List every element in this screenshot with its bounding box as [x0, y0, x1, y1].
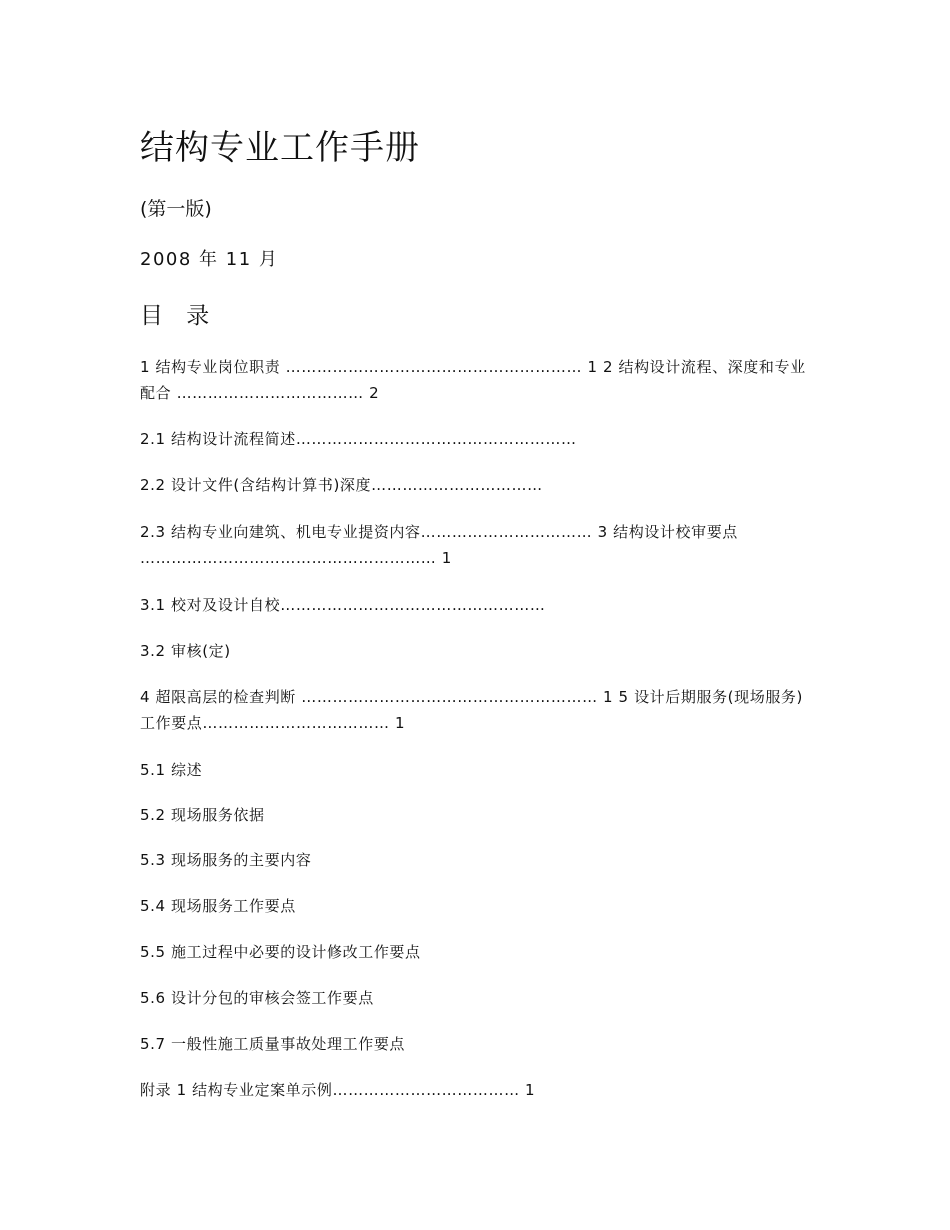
toc-entry-2-3-and-3: 2.3 结构专业向建筑、机电专业提资内容…………………………… 3 结构设计校审要点 ………………………………………………… 1 [140, 523, 738, 567]
toc-entry-5-4: 5.4 现场服务工作要点 [140, 897, 296, 915]
toc-entry-1-and-2: 1 结构专业岗位职责 ………………………………………………… 1 2 结构设计流程、深度和专业配合 ……………………………… 2 [140, 358, 806, 402]
toc-entry-5-2: 5.2 现场服务依据 [140, 806, 265, 824]
toc-entry-5-1: 5.1 综述 [140, 761, 203, 779]
toc-entry-appendix-1: 附录 1 结构专业定案单示例……………………………… 1 [140, 1081, 536, 1099]
document-date: 2008 年 11 月 [140, 249, 279, 270]
toc-entry-3-1: 3.1 校对及设计自校…………………………………………… [140, 596, 546, 614]
toc-entry-5-6: 5.6 设计分包的审核会签工作要点 [140, 989, 374, 1007]
toc-entry-2-1: 2.1 结构设计流程简述……………………………………………… [140, 430, 577, 448]
toc-entry-2-2: 2.2 设计文件(含结构计算书)深度…………………………… [140, 476, 543, 494]
toc-entry-3-2: 3.2 审核(定) [140, 642, 231, 660]
document-title: 结构专业工作手册 [140, 128, 420, 168]
document-edition: (第一版) [140, 198, 212, 220]
toc-heading: 目 录 [140, 303, 218, 329]
toc-entry-5-5: 5.5 施工过程中必要的设计修改工作要点 [140, 943, 421, 961]
toc-entry-4-and-5: 4 超限高层的检查判断 ………………………………………………… 1 5 设计后期服务(现场服务)工作要点……………………………… 1 [140, 688, 803, 732]
toc-entry-5-7: 5.7 一般性施工质量事故处理工作要点 [140, 1035, 406, 1053]
toc-entry-5-3: 5.3 现场服务的主要内容 [140, 851, 312, 869]
